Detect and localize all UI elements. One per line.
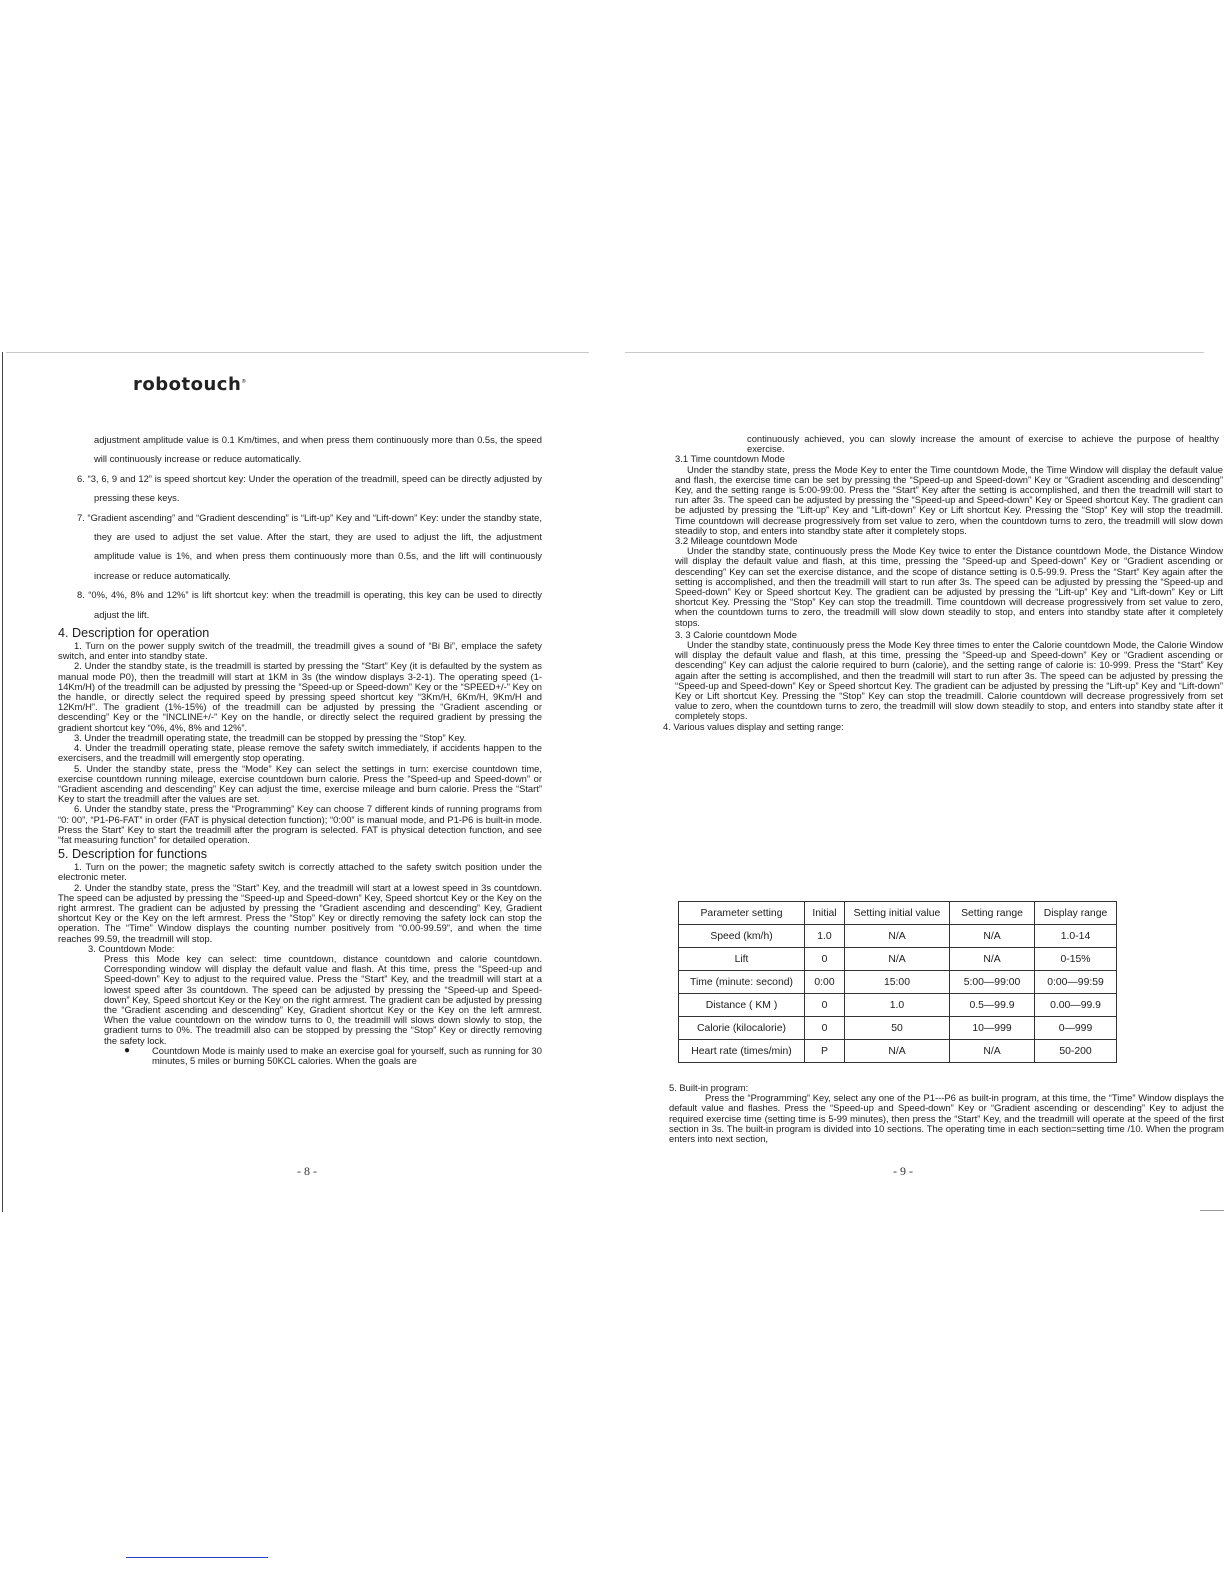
table-cell: N/A [950, 1040, 1035, 1063]
table-cell: 0 [805, 948, 845, 971]
list-item-5-title: 5. Built-in program: [669, 1082, 749, 1093]
table-header-cell: Setting initial value [845, 902, 950, 925]
function-item-3-title: 3. Countdown Mode: [88, 942, 175, 954]
list-item-4: 4. Various values display and setting range: [663, 720, 844, 732]
table-row [679, 971, 1117, 994]
list-item-8: 8. “0%, 4%, 8% and 12%” is lift shortcut key: when the treadmill is operating, this key can be used to directly adjust the lift. [77, 589, 542, 620]
table-row [679, 1017, 1117, 1040]
right-page [625, 352, 1224, 1212]
subsection-title-calorie: 3. 3 Calorie countdown Mode [675, 628, 797, 640]
subsection-title-time: 3.1 Time countdown Mode [675, 453, 785, 465]
table-cell: 0.00—99.9 [1035, 994, 1117, 1017]
bullet-text: Countdown Mode is mainly used to make an exercise goal for yourself, such as running for 30 minutes, 5 miles or burning 50KCL calories. When the goals are [152, 1044, 542, 1066]
list-item-5-body: Press the “Programming” Key, select any one of the P1---P6 as built-in program, at this time, the “Time” Window displays the default value and flashes. Press the “Speed-up and Speed-down” Key or “Gradient ascending or descending” Key to adjust the required exercise time (setting time is 5-99 minutes), then press the “Start” Key, and the treadmill will operate at the speed of the first section in 3s. The built-in program is divided into 10 sections. The operating time in each section=setting time /10. When the program enters into next section, [669, 1092, 1224, 1145]
table-row [679, 925, 1117, 948]
section-title-functions: 5. Description for functions [58, 847, 208, 862]
table-cell: P [805, 1040, 845, 1063]
operation-item-5: 5. Under the standby state, press the “Mode” Key can select the settings in turn: exercise countdown time, exercise countdown running mileage, exercise countdown burn calorie. Press the “Speed-up and Speed-down” or “Gradient ascending and descending” Key can adjust the time, exercise mileage and burn calorie. Press the “Start” Key to start the treadmill after the values are set. [58, 762, 542, 805]
table-cell: 1.0-14 [1035, 925, 1117, 948]
table-cell: N/A [950, 948, 1035, 971]
values-table [678, 901, 1117, 1063]
function-item-1: 1. Turn on the power; the magnetic safety switch is correctly attached to the safety switch position under the electronic meter. [58, 861, 542, 883]
paragraph-intro: adjustment amplitude value is 0.1 Km/times, and when press them continuously more than 0.5s, the speed will continuously increase or reduce automatically. [94, 434, 542, 465]
trademark-mark: ® [241, 379, 247, 385]
table-header-cell: Initial [805, 902, 845, 925]
table-cell: 15:00 [845, 971, 950, 994]
table-cell: 0:00 [805, 971, 845, 994]
operation-item-3: 3. Under the treadmill operating state, the treadmill can be stopped by pressing the “Stop” Key. [74, 731, 467, 743]
subsection-body-calorie: Under the standby state, continuously press the Mode Key three times to enter the Calorie countdown Mode, the Calorie Window will display the default value and flash, at this time, pressing the “Speed-up and Speed-down” Key or “Gradient ascending or descending” Key can adjust the calorie required to burn (calorie), and the setting range of calorie is: 10-999. Press the “Start” Key again after the setting is accomplished, and then the treadmill will start to run after 3s. The speed can be adjusted by pressing the “Speed-up and Speed-down” Key or Speed shortcut Key. The gradient can be adjusted by pressing the “Lift-up” Key and “Lift-down” Key or Lift shortcut Key. Pressing the “Stop” Key can stop the treadmill. Calorie countdown will decrease progressively from set value to zero, when the countdown turns to zero, the treadmill will slow down steadily to stop, and enters into standby state after it completely stops. [675, 639, 1223, 722]
logo-text: robotouch [133, 374, 242, 395]
blue-underline-mark [126, 1557, 268, 1558]
list-item-6: 6. “3, 6, 9 and 12” is speed shortcut key: Under the operation of the treadmill, speed can be directly adjusted by pressing these keys. [77, 472, 542, 504]
operation-item-1: 1. Turn on the power supply switch of the treadmill, the treadmill gives a sound of “Bi Bi”, emplace the safety switch, and enter into standby state. [58, 640, 542, 662]
top-divider [6, 352, 589, 353]
subsection-body-mileage: Under the standby state, continuously press the Mode Key twice to enter the Distance countdown Mode, the Distance Window will display the default value and flash, at this time, pressing the “Speed-up and Speed-down” Key or “Gradient ascending or descending” Key can set the exercise distance, and the scope of distance setting is 0.5-99.9. Press the “Start” Key again after the setting is accomplished, and then the treadmill will start to run after 3s. The speed can be adjusted by pressing the “Speed-up and Speed-down” Key or Speed shortcut Key. The gradient can be adjusted by pressing the “Lift-up” Key and “Lift-down” Key or Lift shortcut Key. Pressing the “Stop” Key can stop the treadmill. Time countdown will decrease progressively from set value to zero, when the countdown turns to zero, the treadmill will slow down steadily to stop, and enters into standby state after it completely stops. [675, 545, 1223, 628]
left-page-body [58, 430, 542, 1066]
table-cell: N/A [845, 925, 950, 948]
table-row [679, 1040, 1117, 1063]
brand-logo [133, 374, 247, 395]
table-cell: Calorie (kilocalorie) [679, 1017, 805, 1040]
operation-item-2: 2. Under the standby state, is the treadmill is started by pressing the “Start” Key (it is defaulted by the system as manual mode P0), then the treadmill will start at 1KM in 3s (the window displays 3-2-1). The operating speed (1-14Km/H) of the treadmill can be adjusted by pressing the “Speed-up or Speed-down” Key or the “SPEED+/-” Key on the handle, or directly select the required speed by pressing speed shortcut key “3Km/H, 6Km/H, 9Km/H and 12Km/H”. The gradient (1%-15%) of the treadmill can be adjusted by pressing the “Gradient ascending or descending” Key or the “INCLINE+/-” Key on the handle, or directly select the required gradient by pressing the gradient shortcut key “0%, 4%, 8% and 12%”. [58, 660, 542, 733]
table-cell: 0 [805, 1017, 845, 1040]
table-header-cell: Display range [1035, 902, 1117, 925]
table-header-row [679, 902, 1117, 925]
table-cell: 1.0 [805, 925, 845, 948]
table-cell: 50 [845, 1017, 950, 1040]
table-cell: 0.5—99.9 [950, 994, 1035, 1017]
page-edge-tick [1200, 1210, 1224, 1211]
table-cell: 50-200 [1035, 1040, 1117, 1063]
table-cell: Speed (km/h) [679, 925, 805, 948]
right-page-body [663, 434, 1223, 732]
function-item-3-body: Press this Mode key can select: time countdown, distance countdown and calorie countdown. Corresponding window will display the default value and flash. At this time, press the “Speed-up and Speed-down” Key to adjust to the required value. Press the “Start” Key, and the treadmill will start at a lowest speed after 3s countdown. The speed can be adjusted by pressing the “Speed-up and Speed-down” Key, Speed shortcut Key or the Key on the right armrest. The gradient can be adjusted by pressing the “Gradient ascending and descending” Key, Gradient shortcut Key or the Key on the left armrest. When the value countdown on the window turns to 0, the treadmill will slows down slowly to stop, the gradient turns to 0%. The treadmill also can be stopped by pressing the “Stop” Key or directly removing the safety lock. [104, 952, 542, 1046]
bullet-item [58, 1046, 542, 1066]
table-cell: Lift [679, 948, 805, 971]
bullet-icon: ● [124, 1044, 131, 1056]
subsection-body-time: Under the standby state, press the Mode Key to enter the Time countdown Mode, the Time Window will display the default value and flash, the exercise time can be set by pressing the “Speed-up and Speed-down” Key or “Gradient ascending and descending” Key, and the setting range is 5:00-99:00. Press the “Start” Key after the setting is accomplished, and then the treadmill will start to run after 3s. The speed can be adjusted by pressing the “Speed-up and Speed-down” Key or Speed shortcut Key. The gradient can be adjusted by pressing the “Lift-up” Key and “Lift-down” Key or Lift shortcut Key. Pressing the “Stop” Key will stop the treadmill. Time countdown will decrease progressively from set value to zero, when the countdown turns to zero, the treadmill will slow down steadily to stop, and enters into standby state after it completely stops. [675, 463, 1223, 536]
table-cell: N/A [950, 925, 1035, 948]
left-page [0, 352, 595, 1212]
operation-item-6: 6. Under the standby state, press the “Programming” Key can choose 7 different kinds of running programs from “0: 00”, “P1-P6-FAT” in order (FAT is physical detection function); “0:00” is manual mode, and P1-P6 is built-in mode. Press the Start” Key to start the treadmill after the program is selected. FAT is physical detection function, and see “fat measuring function” for detailed operation. [58, 803, 542, 845]
table-cell: N/A [845, 1040, 950, 1063]
function-item-2: 2. Under the standby state, press the “Start” Key, and the treadmill will start at a lowest speed in 3s countdown. The speed can be adjusted by pressing the “Speed-up and Speed-down” Key, Speed shortcut Key or the Key on the right armrest. The gradient can be adjusted by pressing the “Gradient ascending and descending” Key, Gradient shortcut Key or the Key on the left armrest. Press the “Stop” Key or directly removing the safety lock can stop the operation. The “Time” Window displays the counting number positively from “0.00-99.59”, and when the time reaches 99.59, the treadmill will stop. [58, 881, 542, 944]
subsection-title-mileage: 3.2 Mileage countdown Mode [675, 535, 798, 547]
operation-item-4: 4. Under the treadmill operating state, please remove the safety switch immediately, if accidents happen to the exercisers, and the treadmill will emergently stop operating. [58, 742, 542, 764]
continued-paragraph: continuously achieved, you can slowly increase the amount of exercise to achieve the purpose of healthy exercise. [747, 433, 1219, 455]
table-cell: 0-15% [1035, 948, 1117, 971]
table-header-cell: Setting range [950, 902, 1035, 925]
table-header-cell: Parameter setting [679, 902, 805, 925]
table-cell: Heart rate (times/min) [679, 1040, 805, 1063]
table-cell: 10—999 [950, 1017, 1035, 1040]
table-cell: Distance ( KM ) [679, 994, 805, 1017]
builtin-program-section [669, 1083, 1224, 1144]
table-cell: 0 [805, 994, 845, 1017]
table-cell: 1.0 [845, 994, 950, 1017]
list-item-7: 7. “Gradient ascending” and “Gradient descending” is “Lift-up” Key and “Lift-down” Key: under the standby state, they are used to adjust the set value. After the start, they are used to adjust the lift, the adjustment amplitude value is 1%, and when press them continuously more than 0.5s, and the lift will continuously increase or reduce automatically. [77, 511, 542, 581]
section-title-operation: 4. Description for operation [58, 626, 210, 641]
page-edge-line [2, 352, 3, 1212]
table-row [679, 948, 1117, 971]
table-row [679, 994, 1117, 1017]
table-cell: 5:00—99:00 [950, 971, 1035, 994]
table-cell: Time (minute: second) [679, 971, 805, 994]
table-cell: 0—999 [1035, 1017, 1117, 1040]
page-number: - 8 - [297, 1164, 317, 1178]
table-cell: N/A [845, 948, 950, 971]
top-divider [625, 352, 1204, 353]
page-number: - 9 - [893, 1164, 913, 1178]
table-cell: 0:00—99:59 [1035, 971, 1117, 994]
